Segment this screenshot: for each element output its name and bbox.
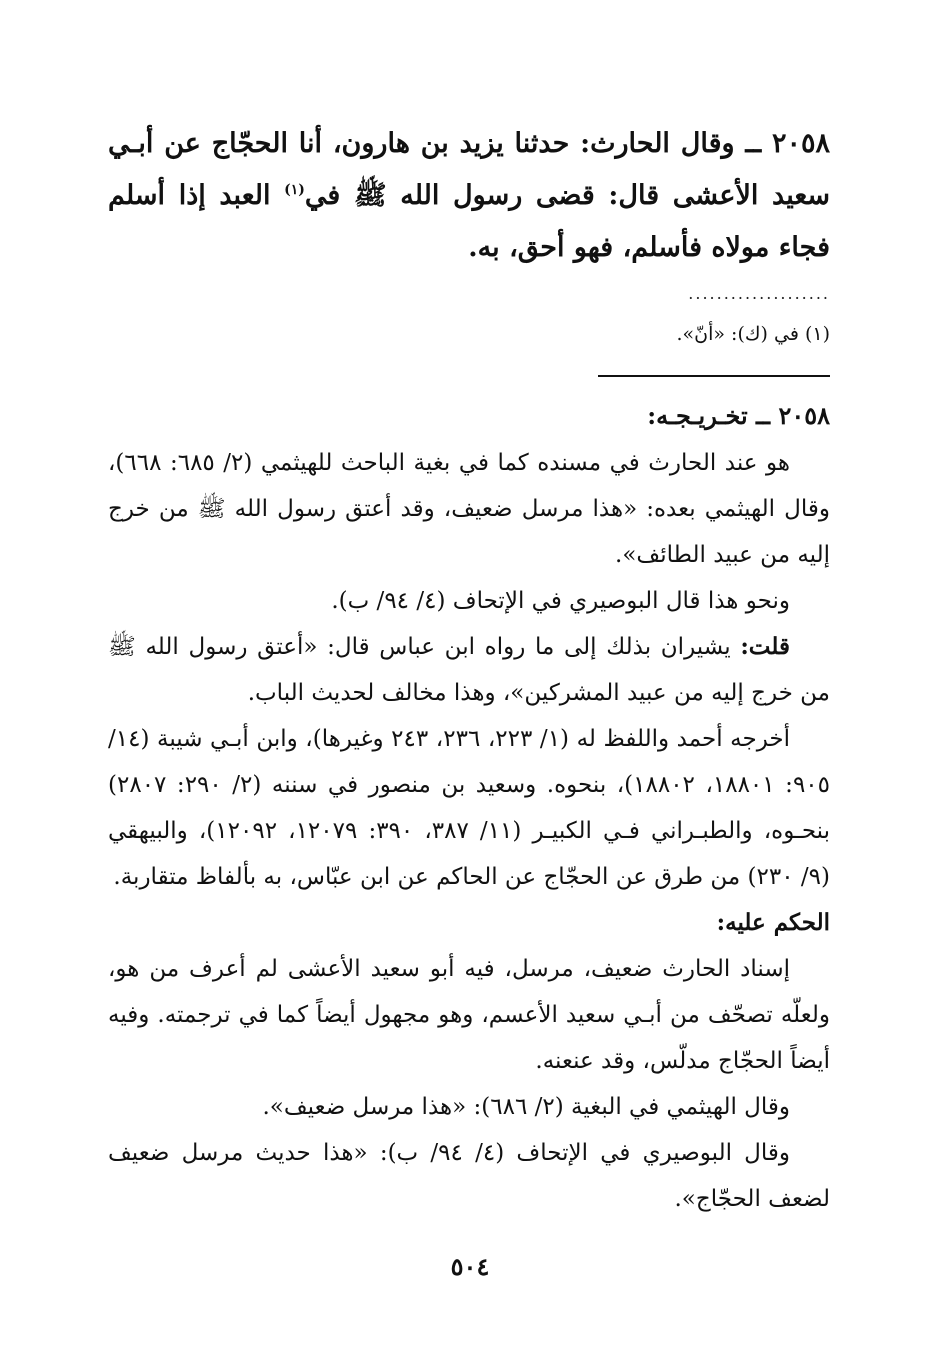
qultu-text: يشيران بذلك إلى ما رواه ابن عباس قال: «أعتق رسول الله ﷺ من خرج إليه من عبيد المشركين»، وهذا مخالف لحديث الباب. — [108, 634, 830, 706]
hadith-text — [108, 118, 830, 274]
takhrij-title: ٢٠٥٨ ــ تخـريـجـه: — [647, 401, 830, 430]
footnote: (١) في (ك): «أنّ». — [676, 323, 830, 345]
hadith-opening: ٢٠٥٨ ــ وقال الحارث: حدثنا يزيد بن هارون، أنا الحجّاج عن أبـي سعيد الأعشى قال: قضى رسول الله ﷺ في — [108, 128, 830, 211]
takhrij-paragraph-4: أخرجه أحمد واللفظ له (١/ ٢٢٣، ٢٣٦، ٢٤٣ وغيرها)، وابن أبـي شيبة (١٤/ ٩٠٥: ١٨٨٠١، ١٨٨٠٢)، بنحوه. وسعيد بن منصور في سننه (٢/ ٢٩٠: ٢٨٠٧) بنحـوه، والطبـراني فـي الكبيـر (١١/ ٣٨٧، ٣٩٠: ١٢٠٧٩، ١٢٠٩٢)، والبيهقي (٩/ ٢٣٠) من طرق عن الحجّاج عن الحاكم عن ابن عبّاس، به بألفاظ متقاربة. — [108, 726, 831, 890]
footnote-separator: .................... — [688, 284, 830, 303]
section-divider — [598, 375, 830, 377]
takhrij-paragraph-1: هو عند الحارث في مسنده كما في بغية الباحث للهيثمي (٢/ ٦٨٥: ٦٦٨)، وقال الهيثمي بعده: «هذا مرسل ضعيف، وقد أعتق رسول الله ﷺ من خرج إليه من عبيد الطائف». — [108, 450, 830, 568]
ruling-paragraph-3: وقال البوصيري في الإتحاف (٤/ ٩٤/ ب): «هذا حديث مرسل ضعيف لضعف الحجّاج». — [108, 1140, 830, 1212]
ruling-title: الحكم عليه: — [716, 909, 830, 936]
commentary-body — [108, 440, 830, 1222]
hadith-continuation: العبد إذا أسلم فجاء مولاه فأسلم، فهو أحق، به. — [108, 180, 830, 263]
takhrij-paragraph-2: ونحو هذا قال البوصيري في الإتحاف (٤/ ٩٤/ ب). — [331, 588, 790, 614]
page-number: ٥٠٤ — [450, 1252, 490, 1281]
footnote-marker: (١) — [284, 182, 305, 198]
ruling-paragraph-2: وقال الهيثمي في البغية (٢/ ٦٨٦): «هذا مرسل ضعيف». — [262, 1094, 790, 1120]
qultu-label: قلت: — [740, 633, 790, 660]
ruling-paragraph-1: إسناد الحارث ضعيف، مرسل، فيه أبو سعيد الأعشى لم أعرف من هو، ولعلّه تصحّف من أبـي سعيد الأعسم، وهو مجهول أيضاً كما في ترجمته. وفيه أيضاً الحجّاج مدلّس، وقد عنعنه. — [108, 956, 830, 1074]
takhrij-paragraph-3 — [108, 624, 830, 716]
